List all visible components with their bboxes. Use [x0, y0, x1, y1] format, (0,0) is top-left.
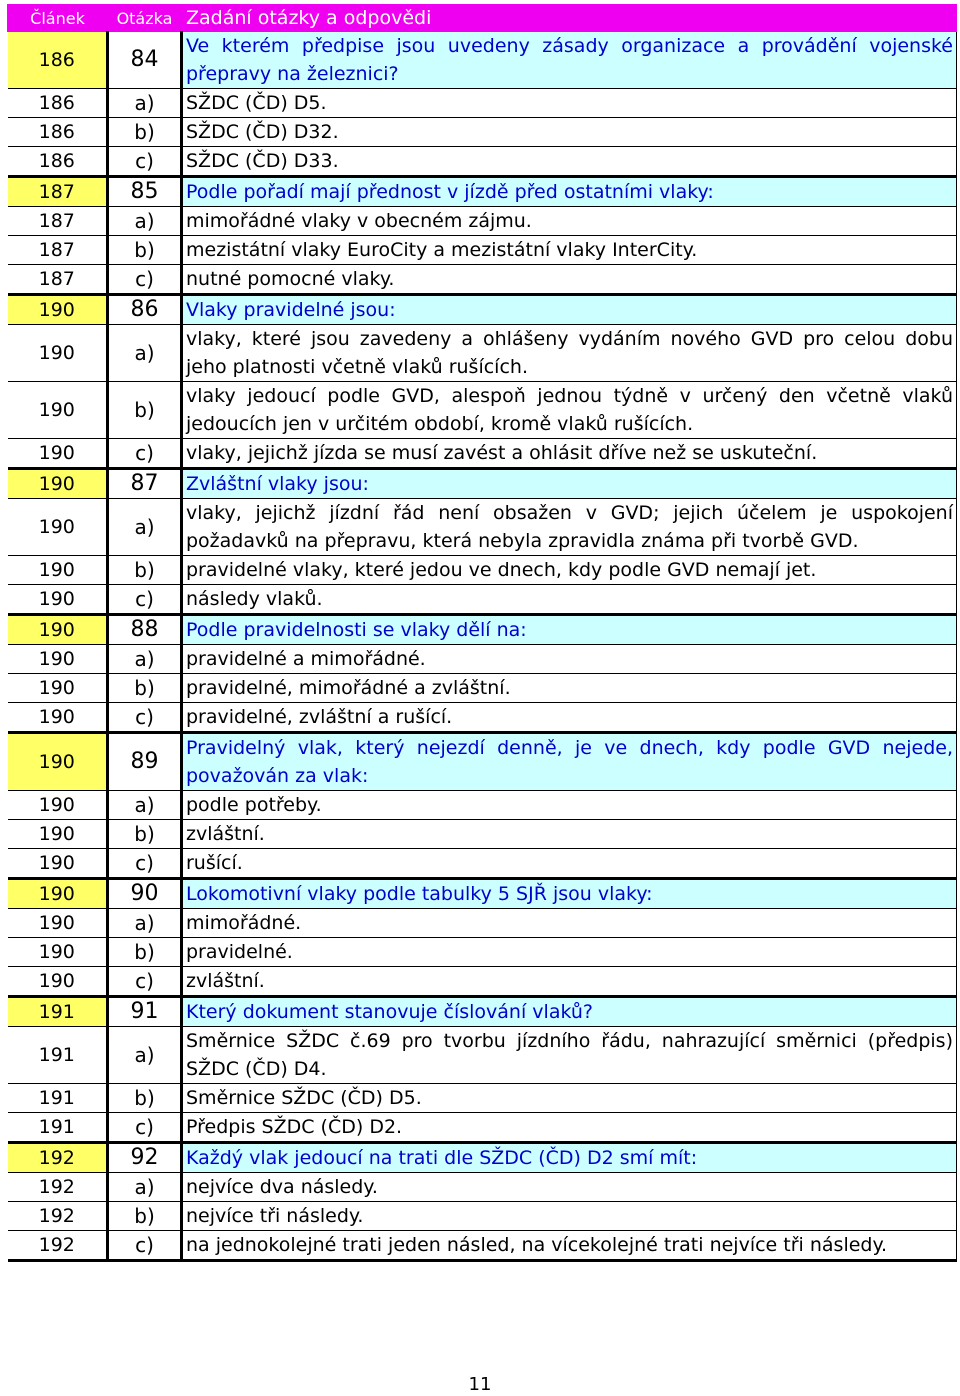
question-number-cell: b) — [108, 556, 182, 585]
question-number-cell: 86 — [108, 295, 182, 325]
answer-row — [8, 1027, 957, 1084]
answer-text-cell: SŽDC (ČD) D32. — [182, 118, 957, 147]
article-cell: 190 — [8, 645, 108, 674]
article-cell: 190 — [8, 967, 108, 997]
article-cell: 190 — [8, 382, 108, 439]
answer-row — [8, 1202, 957, 1231]
answer-text-cell: vlaky, jejichž jízda se musí zavést a ohlásit dříve než se uskuteční. — [182, 439, 957, 469]
question-number-cell: 84 — [108, 32, 182, 89]
answer-row — [8, 1173, 957, 1202]
question-number-cell: a) — [108, 499, 182, 556]
answer-row — [8, 791, 957, 820]
answer-row — [8, 499, 957, 556]
question-number-cell: c) — [108, 265, 182, 295]
answer-row — [8, 265, 957, 295]
answer-row — [8, 849, 957, 879]
answer-text-cell: mimořádné. — [182, 909, 957, 938]
answer-row — [8, 118, 957, 147]
question-number-cell: b) — [108, 118, 182, 147]
answer-text-cell: SŽDC (ČD) D5. — [182, 89, 957, 118]
question-row — [8, 879, 957, 909]
question-number-cell: 87 — [108, 469, 182, 499]
answer-row — [8, 556, 957, 585]
answer-text-cell: zvláštní. — [182, 967, 957, 997]
question-number-cell: a) — [108, 791, 182, 820]
article-cell: 190 — [8, 439, 108, 469]
answer-text-cell: SŽDC (ČD) D33. — [182, 147, 957, 177]
article-cell: 190 — [8, 615, 108, 645]
answer-text-cell: Směrnice SŽDC č.69 pro tvorbu jízdního řádu, nahrazující směrnici (předpis) SŽDC (ČD) D4. — [182, 1027, 957, 1084]
answer-row — [8, 909, 957, 938]
question-text-cell: Každý vlak jedoucí na trati dle SŽDC (ČD) D2 smí mít: — [182, 1143, 957, 1173]
answer-row — [8, 1113, 957, 1143]
answer-row — [8, 89, 957, 118]
answer-row — [8, 820, 957, 849]
answer-text-cell: rušící. — [182, 849, 957, 879]
question-number-cell: c) — [108, 585, 182, 615]
question-text-cell: Pravidelný vlak, který nejezdí denně, je ve dnech, kdy podle GVD nejede, považován za vlak: — [182, 733, 957, 791]
article-cell: 190 — [8, 325, 108, 382]
article-cell: 191 — [8, 1027, 108, 1084]
article-cell: 186 — [8, 147, 108, 177]
answer-text-cell: Směrnice SŽDC (ČD) D5. — [182, 1084, 957, 1113]
answer-text-cell: mimořádné vlaky v obecném zájmu. — [182, 207, 957, 236]
question-number-cell: 90 — [108, 879, 182, 909]
answer-text-cell: pravidelné. — [182, 938, 957, 967]
question-number-cell: a) — [108, 645, 182, 674]
answer-text-cell: pravidelné a mimořádné. — [182, 645, 957, 674]
answer-row — [8, 1231, 957, 1261]
question-number-cell: c) — [108, 849, 182, 879]
question-number-cell: a) — [108, 325, 182, 382]
question-number-cell: c) — [108, 1113, 182, 1143]
answer-text-cell: zvláštní. — [182, 820, 957, 849]
question-number-cell: 91 — [108, 997, 182, 1027]
answer-row — [8, 207, 957, 236]
answer-row — [8, 325, 957, 382]
answer-text-cell: podle potřeby. — [182, 791, 957, 820]
question-text-cell: Ve kterém předpise jsou uvedeny zásady organizace a provádění vojenské přepravy na železnici? — [182, 32, 957, 89]
answer-row — [8, 585, 957, 615]
article-cell: 186 — [8, 32, 108, 89]
question-row — [8, 1143, 957, 1173]
answer-text-cell: vlaky jedoucí podle GVD, alespoň jednou týdně v určený den včetně vlaků jedoucích jen v určitém období, kromě vlaků rušících. — [182, 382, 957, 439]
header-article: Článek — [8, 5, 108, 32]
answer-text-cell: nejvíce dva následy. — [182, 1173, 957, 1202]
answer-text-cell: mezistátní vlaky EuroCity a mezistátní vlaky InterCity. — [182, 236, 957, 265]
answer-row — [8, 674, 957, 703]
answer-row — [8, 147, 957, 177]
answer-row — [8, 439, 957, 469]
answer-row — [8, 382, 957, 439]
question-number-cell: b) — [108, 1084, 182, 1113]
article-cell: 190 — [8, 791, 108, 820]
answer-text-cell: vlaky, jejichž jízdní řád není obsažen v GVD; jejich účelem je uspokojení požadavků na přepravu, která nebyla zpravidla známa při tvorbě GVD. — [182, 499, 957, 556]
question-row — [8, 469, 957, 499]
question-text-cell: Který dokument stanovuje číslování vlaků? — [182, 997, 957, 1027]
article-cell: 191 — [8, 997, 108, 1027]
article-cell: 187 — [8, 177, 108, 207]
article-cell: 190 — [8, 469, 108, 499]
answer-row — [8, 236, 957, 265]
answer-row — [8, 938, 957, 967]
answer-text-cell: pravidelné, zvláštní a rušící. — [182, 703, 957, 733]
question-number-cell: b) — [108, 1202, 182, 1231]
question-number-cell: 92 — [108, 1143, 182, 1173]
article-cell: 190 — [8, 879, 108, 909]
question-text-cell: Podle pořadí mají přednost v jízdě před ostatními vlaky: — [182, 177, 957, 207]
answer-text-cell: na jednokolejné trati jeden násled, na vícekolejné trati nejvíce tři následy. — [182, 1231, 957, 1261]
answer-text-cell: pravidelné, mimořádné a zvláštní. — [182, 674, 957, 703]
question-text-cell: Vlaky pravidelné jsou: — [182, 295, 957, 325]
question-number-cell: a) — [108, 89, 182, 118]
question-number-cell: b) — [108, 820, 182, 849]
header-text: Zadání otázky a odpovědi — [182, 5, 957, 32]
question-text-cell: Podle pravidelnosti se vlaky dělí na: — [182, 615, 957, 645]
question-number-cell: a) — [108, 207, 182, 236]
question-row — [8, 615, 957, 645]
answer-row — [8, 703, 957, 733]
answer-text-cell: následy vlaků. — [182, 585, 957, 615]
article-cell: 192 — [8, 1173, 108, 1202]
article-cell: 190 — [8, 733, 108, 791]
article-cell: 190 — [8, 703, 108, 733]
answer-text-cell: Předpis SŽDC (ČD) D2. — [182, 1113, 957, 1143]
question-number-cell: c) — [108, 439, 182, 469]
article-cell: 187 — [8, 265, 108, 295]
question-number-cell: b) — [108, 674, 182, 703]
article-cell: 190 — [8, 499, 108, 556]
article-cell: 191 — [8, 1113, 108, 1143]
question-row — [8, 997, 957, 1027]
article-cell: 190 — [8, 909, 108, 938]
article-cell: 190 — [8, 295, 108, 325]
question-number-cell: a) — [108, 909, 182, 938]
answer-text-cell: nutné pomocné vlaky. — [182, 265, 957, 295]
question-number-cell: c) — [108, 147, 182, 177]
page-number: 11 — [468, 1374, 492, 1395]
table-body — [8, 32, 957, 1261]
question-number-cell: c) — [108, 967, 182, 997]
question-number-cell: 88 — [108, 615, 182, 645]
answer-text-cell: nejvíce tři následy. — [182, 1202, 957, 1231]
article-cell: 190 — [8, 820, 108, 849]
article-cell: 190 — [8, 849, 108, 879]
article-cell: 191 — [8, 1084, 108, 1113]
questions-table — [7, 4, 957, 1262]
question-number-cell: 89 — [108, 733, 182, 791]
header-question: Otázka — [108, 5, 182, 32]
article-cell: 190 — [8, 556, 108, 585]
question-row — [8, 32, 957, 89]
question-number-cell: a) — [108, 1027, 182, 1084]
article-cell: 190 — [8, 674, 108, 703]
article-cell: 190 — [8, 938, 108, 967]
answer-text-cell: vlaky, které jsou zavedeny a ohlášeny vydáním nového GVD pro celou dobu jeho platnosti včetně vlaků rušících. — [182, 325, 957, 382]
article-cell: 190 — [8, 585, 108, 615]
question-row — [8, 295, 957, 325]
article-cell: 187 — [8, 207, 108, 236]
header-row — [8, 5, 957, 32]
question-number-cell: 85 — [108, 177, 182, 207]
article-cell: 186 — [8, 89, 108, 118]
answer-text-cell: pravidelné vlaky, které jedou ve dnech, kdy podle GVD nemají jet. — [182, 556, 957, 585]
question-row — [8, 733, 957, 791]
article-cell: 186 — [8, 118, 108, 147]
article-cell: 192 — [8, 1143, 108, 1173]
question-text-cell: Zvláštní vlaky jsou: — [182, 469, 957, 499]
answer-row — [8, 967, 957, 997]
article-cell: 192 — [8, 1231, 108, 1261]
question-number-cell: c) — [108, 1231, 182, 1261]
question-text-cell: Lokomotivní vlaky podle tabulky 5 SJŘ jsou vlaky: — [182, 879, 957, 909]
answer-row — [8, 1084, 957, 1113]
question-number-cell: a) — [108, 1173, 182, 1202]
question-number-cell: c) — [108, 703, 182, 733]
answer-row — [8, 645, 957, 674]
question-number-cell: b) — [108, 236, 182, 265]
question-number-cell: b) — [108, 382, 182, 439]
article-cell: 192 — [8, 1202, 108, 1231]
question-number-cell: b) — [108, 938, 182, 967]
question-row — [8, 177, 957, 207]
article-cell: 187 — [8, 236, 108, 265]
